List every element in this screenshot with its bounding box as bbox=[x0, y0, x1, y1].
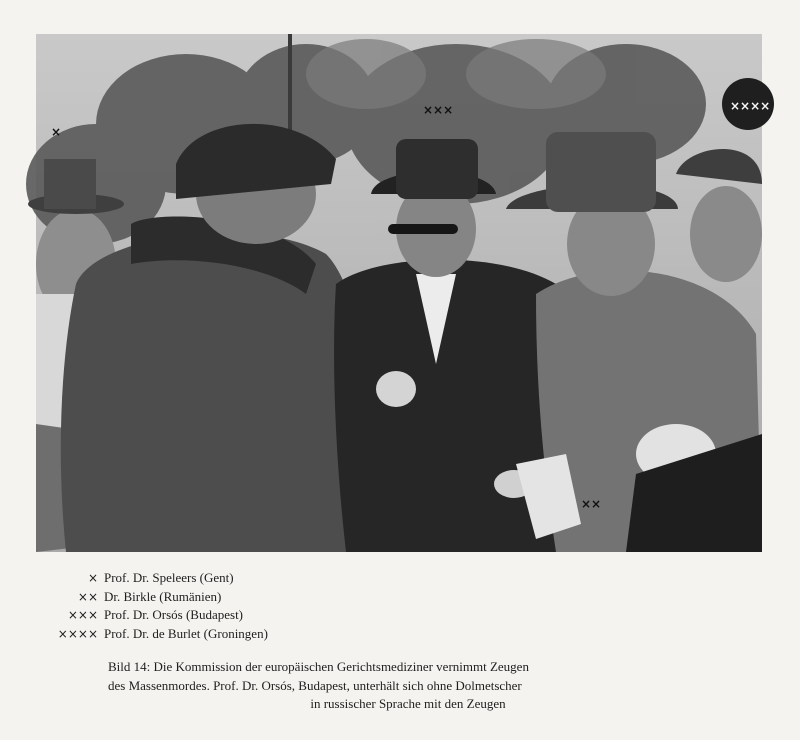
caption-line-3: in russischer Sprache mit den Zeugen bbox=[310, 696, 506, 711]
legend-text: Prof. Dr. Orsós (Budapest) bbox=[104, 607, 244, 622]
photo-marker-3: ××× bbox=[423, 103, 454, 117]
caption bbox=[108, 658, 728, 714]
legend-row bbox=[32, 569, 372, 588]
legend-text: Prof. Dr. de Burlet (Groningen) bbox=[104, 625, 268, 641]
legend-row bbox=[32, 606, 372, 625]
legend-text: Prof. Dr. Speleers (Gent) bbox=[104, 570, 234, 585]
legend-row bbox=[32, 625, 372, 644]
legend-row bbox=[32, 588, 372, 607]
photograph bbox=[36, 34, 771, 552]
legend bbox=[32, 569, 372, 643]
legend-marks: × bbox=[87, 571, 98, 585]
caption-line-1: Bild 14: Die Kommission der europäischen Gerichtsmediziner vernimmt Zeugen bbox=[108, 659, 529, 674]
legend-marks: ×××× bbox=[57, 626, 98, 641]
photo-marker-1: × bbox=[51, 125, 62, 139]
legend-marks: ×× bbox=[77, 589, 98, 604]
photo-marker-2: ×× bbox=[581, 497, 602, 511]
legend-marks: ××× bbox=[67, 608, 98, 622]
legend-text: Dr. Birkle (Rumänien) bbox=[104, 588, 222, 604]
caption-line-2: des Massenmordes. Prof. Dr. Orsós, Budapest, unterhält sich ohne Dolmetscher bbox=[108, 677, 522, 693]
photo-marker-4: ×××× bbox=[730, 99, 771, 113]
